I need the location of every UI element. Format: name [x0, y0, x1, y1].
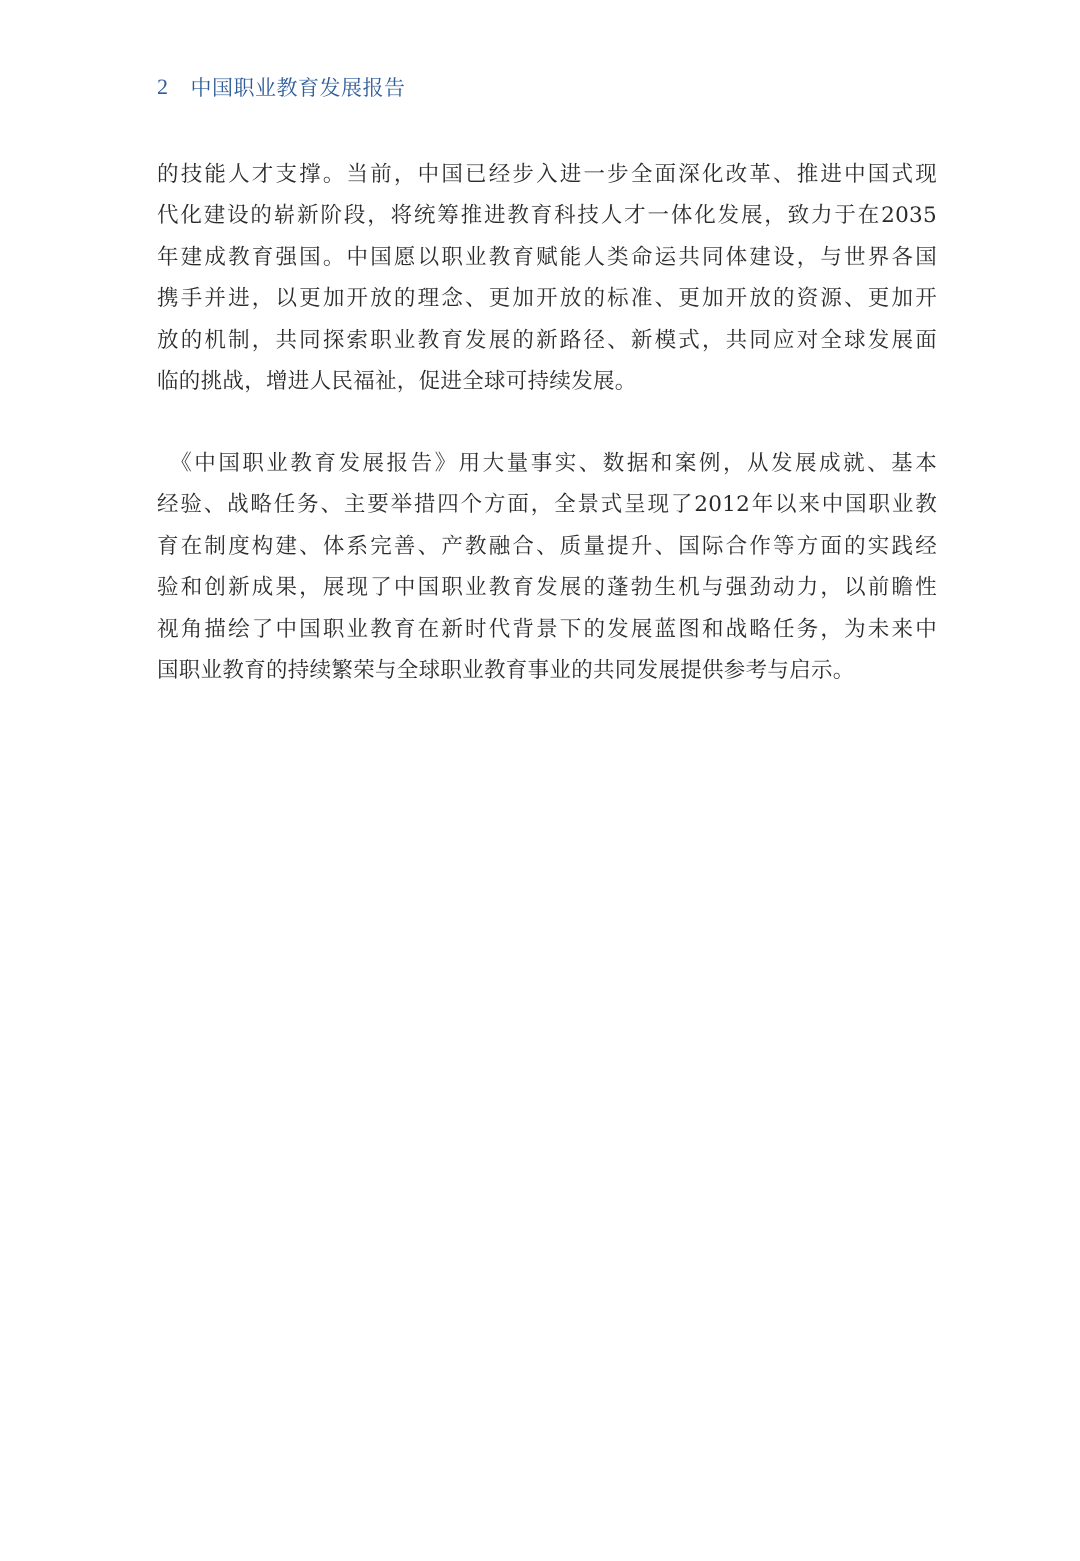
paragraph-line: 《中国职业教育发展报告》用大量事实、数据和案例，从发展成就、基本 [157, 451, 937, 476]
body-paragraph-2 [157, 443, 937, 691]
paragraph-line: 经验、战略任务、主要举措四个方面，全景式呈现了2012年以来中国职业教 [157, 492, 937, 518]
paragraph-line: 视角描绘了中国职业教育在新时代背景下的发展蓝图和战略任务，为未来中 [157, 616, 937, 642]
paragraph-line: 年建成教育强国。中国愿以职业教育赋能人类命运共同体建设，与世界各国 [157, 244, 937, 270]
paragraph-line: 临的挑战，增进人民福祉，促进全球可持续发展。 [157, 368, 637, 394]
running-header-title: 中国职业教育发展报告 [190, 76, 406, 100]
running-header [157, 70, 406, 104]
paragraph-line: 育在制度构建、体系完善、产教融合、质量提升、国际合作等方面的实践经 [157, 533, 937, 559]
paragraph-line: 放的机制，共同探索职业教育发展的新路径、新模式，共同应对全球发展面 [157, 327, 937, 353]
paragraph-line: 代化建设的崭新阶段，将统筹推进教育科技人才一体化发展，致力于在2035 [157, 203, 937, 229]
paragraph-line: 携手并进，以更加开放的理念、更加开放的标准、更加开放的资源、更加开 [157, 286, 937, 312]
paragraph-line: 国职业教育的持续繁荣与全球职业教育事业的共同发展提供参考与启示。 [157, 657, 855, 683]
page-number: 2 [157, 74, 169, 99]
paragraph-line: 的技能人才支撑。当前，中国已经步入进一步全面深化改革、推进中国式现 [157, 162, 937, 187]
paragraph-line: 验和创新成果，展现了中国职业教育发展的蓬勃生机与强劲动力，以前瞻性 [157, 575, 937, 601]
body-paragraph-1 [157, 154, 937, 402]
